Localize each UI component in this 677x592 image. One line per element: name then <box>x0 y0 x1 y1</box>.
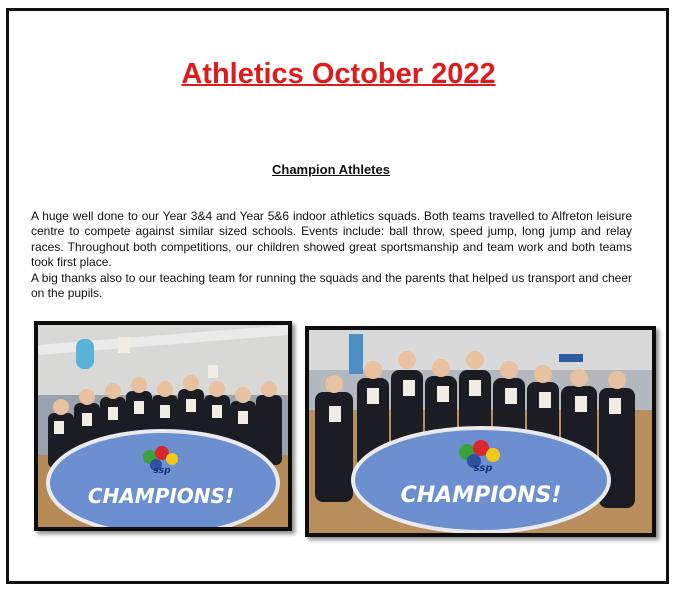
team-photo-year34 <box>34 321 292 531</box>
team-photo-image <box>38 325 288 527</box>
paragraph: A huge well done to our Year 3&4 and Year 5&6 indoor athletics squads. Both teams travelled to Alfreton leisure centre to compete against similar sized schools. Events include: ball throw, speed jump, long jump and relay races. Throughout both competitions, our children showed great sportsmanship and team work and both teams took first place. <box>31 209 632 270</box>
banner-text: CHAMPIONS! <box>87 484 235 508</box>
team-photo-year56 <box>305 326 656 537</box>
article-body <box>31 209 632 301</box>
team-photo-image <box>309 330 652 533</box>
banner-text: CHAMPIONS! <box>400 483 562 508</box>
page-title: Athletics October 2022 <box>181 58 496 90</box>
logo-text: ssp <box>153 466 171 476</box>
paragraph: A big thanks also to our teaching team for running the squads and the parents that helped us transport and cheer on the pupils. <box>31 270 632 301</box>
section-heading: Champion Athletes <box>272 162 390 177</box>
logo-text: ssp <box>473 463 493 474</box>
